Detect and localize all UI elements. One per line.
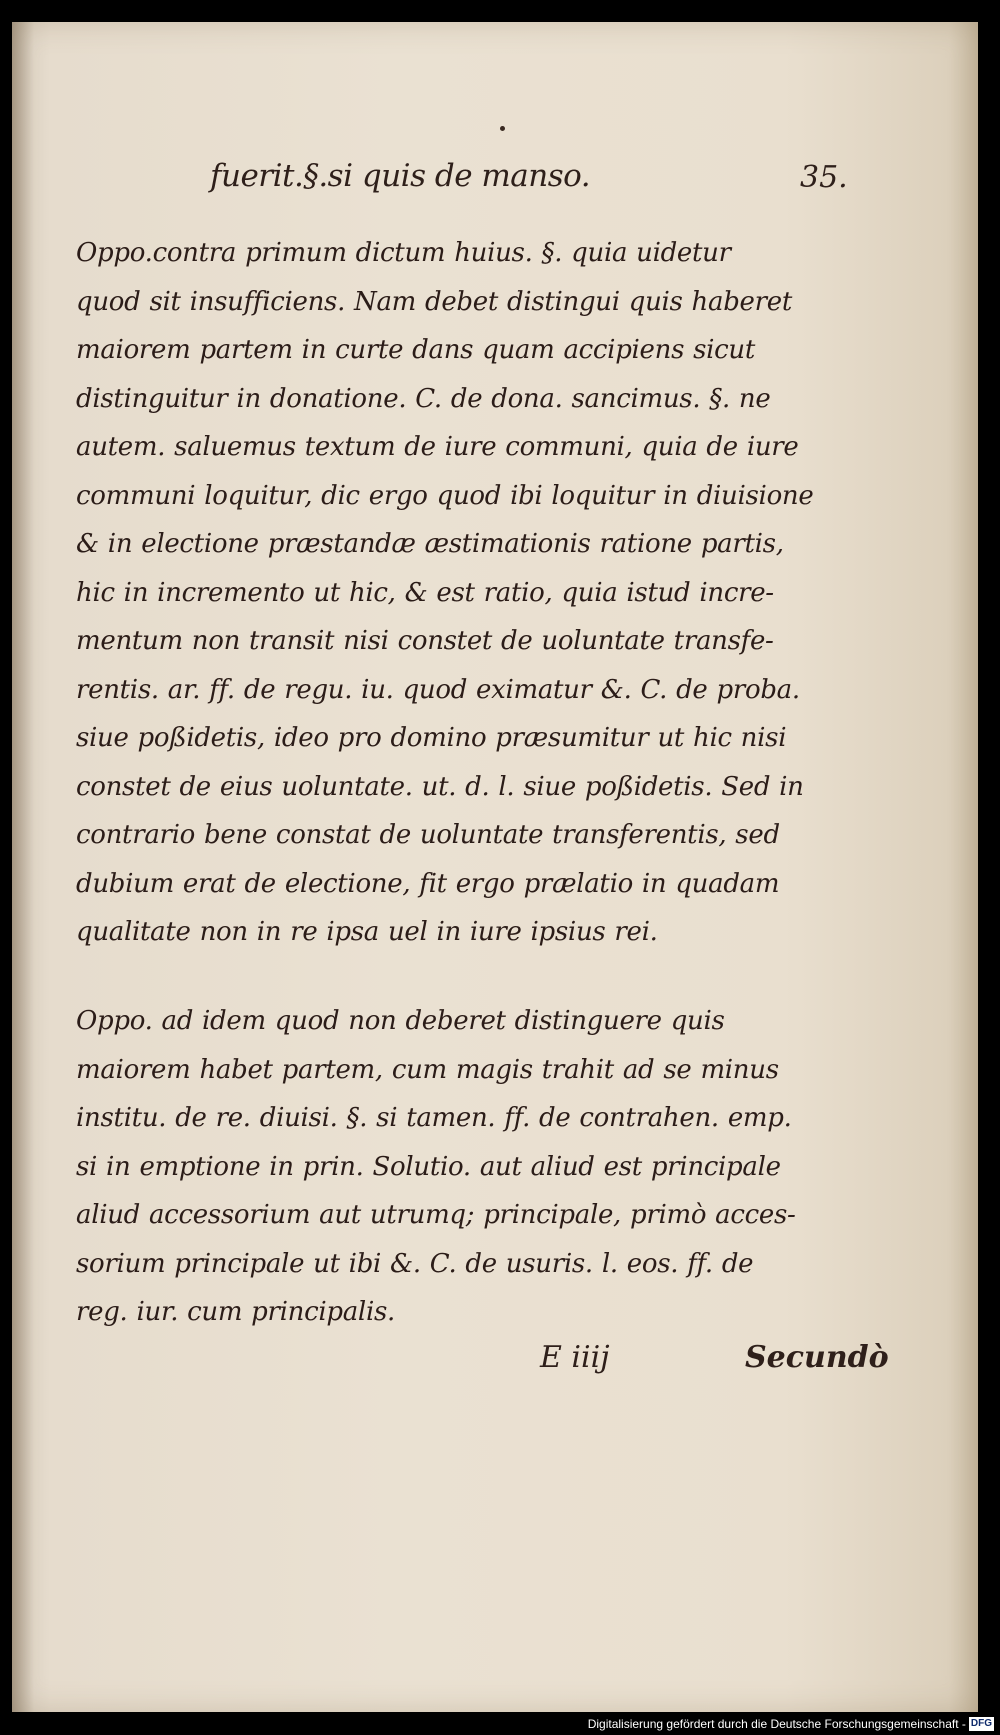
text-line: siue poßidetis, ideo pro domino præsumitur ut hic nisi: [76, 723, 787, 753]
text-line: autem. saluemus textum de iure communi, quia de iure: [76, 432, 799, 462]
text-line: reg. iur. cum principalis.: [76, 1297, 395, 1327]
text-line: dubium erat de electione, fit ergo prælatio in quadam: [76, 868, 780, 899]
running-head: fuerit.§.si quis de manso.: [210, 158, 591, 194]
text-line: constet de eius uoluntate. ut. d. l. siue poßidetis. Sed in: [76, 771, 804, 802]
text-line: mentum non transit nisi constet de uoluntate transfe-: [76, 626, 774, 656]
dfg-logo: DFG: [970, 1718, 992, 1729]
text-line: hic in incremento ut hic, & est ratio, quia istud incre-: [76, 577, 774, 608]
text-line: Oppo.contra primum dictum huius. §. quia uidetur: [76, 238, 731, 268]
text-line: aliud accessorium aut utrumq; principale, primò acces-: [76, 1200, 796, 1230]
text-line: communi loquitur, dic ergo quod ibi loquitur in diuisione: [76, 480, 814, 511]
page-number: 35.: [800, 160, 848, 195]
text-line: Oppo. ad idem quod non deberet distinguere quis: [76, 1006, 725, 1036]
text-line: sorium principale ut ibi &. C. de usuris. l. eos. ff. de: [76, 1248, 754, 1279]
text-line: qualitate non in re ipsa uel in iure ipsius rei.: [76, 917, 658, 947]
text-line: institu. de re. diuisi. §. si tamen. ff. de contrahen. emp.: [76, 1103, 792, 1133]
ink-dot: [500, 126, 505, 131]
text-line: & in electione præstandæ æstimationis ratione partis,: [76, 529, 784, 559]
text-line: maiorem partem in curte dans quam accipiens sicut: [76, 335, 756, 365]
catchword: Secundò: [745, 1340, 889, 1375]
signature-mark: E iiij: [540, 1340, 610, 1375]
text-line: distinguitur in donatione. C. de dona. sancimus. §. ne: [76, 383, 771, 414]
paragraph-1: [76, 229, 876, 957]
text-line: contrario bene constat de uoluntate transferentis, sed: [76, 820, 780, 850]
text-line: rentis. ar. ff. de regu. iu. quod eximatur &. C. de proba.: [76, 674, 800, 705]
text-line: maiorem habet partem, cum magis trahit ad se minus: [76, 1054, 779, 1085]
digitization-footer: [588, 1716, 994, 1732]
text-line: quod sit insufficiens. Nam debet distingui quis haberet: [76, 286, 792, 317]
footer-credit: Digitalisierung gefördert durch die Deutsche Forschungsgemeinschaft -: [587, 1717, 966, 1731]
text-line: si in emptione in prin. Solutio. aut aliud est principale: [76, 1151, 781, 1182]
paragraph-2: [76, 997, 876, 1337]
